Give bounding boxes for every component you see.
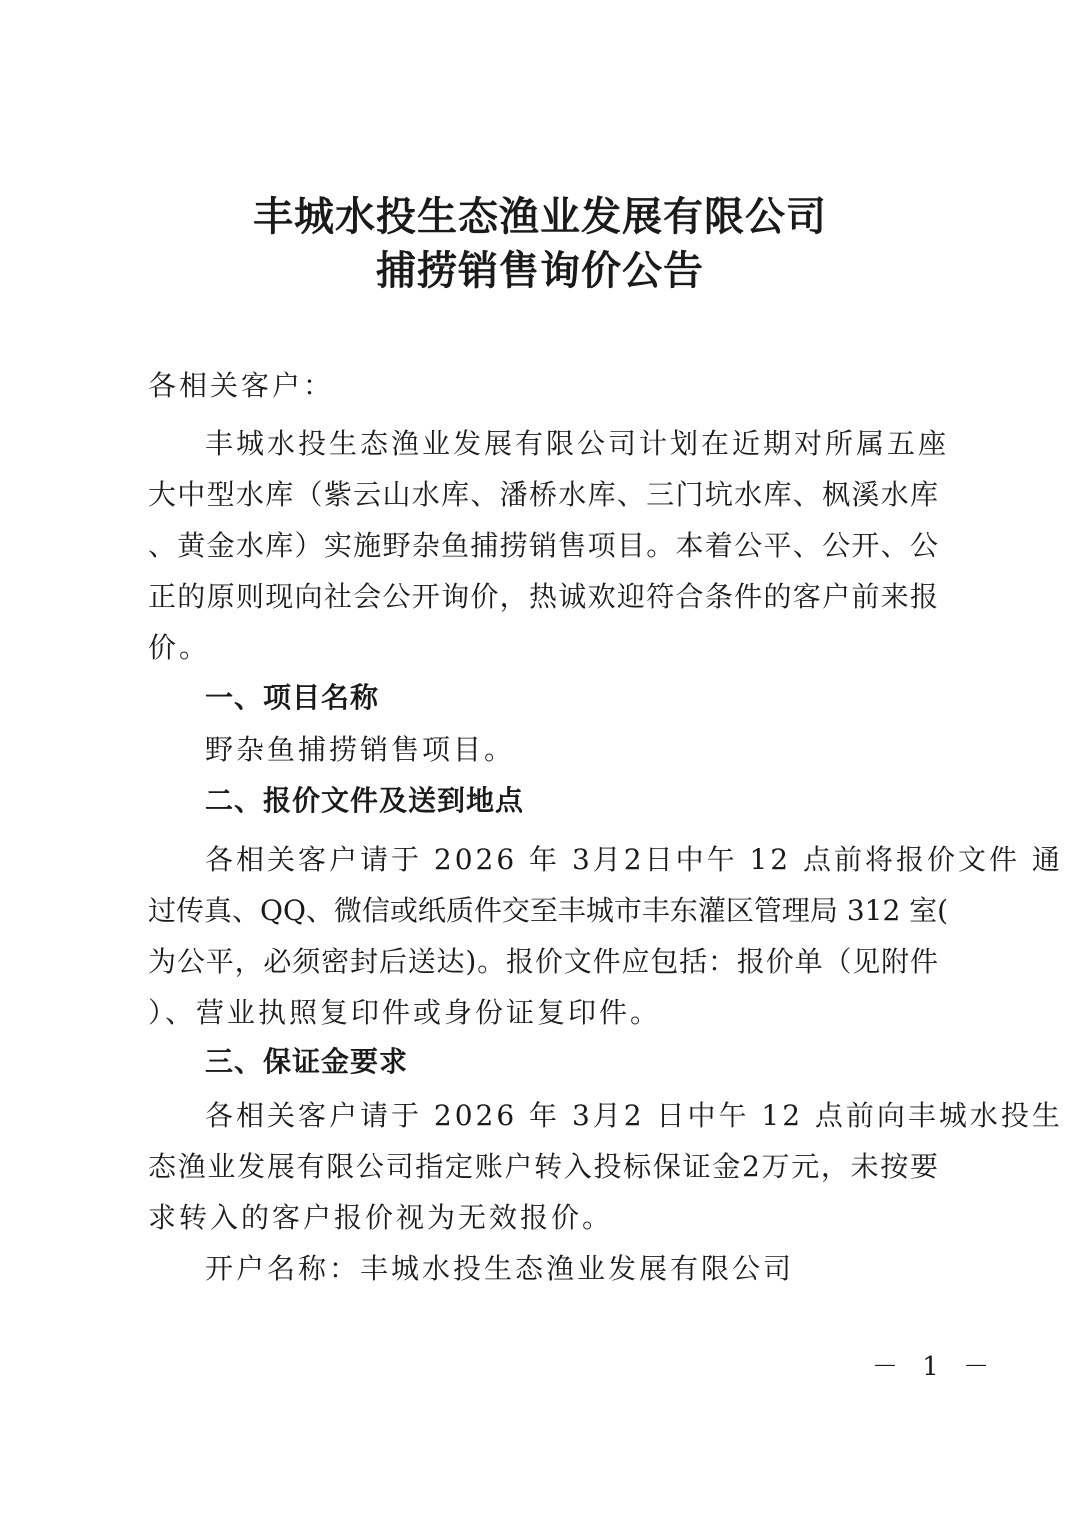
- section2-line-4: ）、营业执照复印件或身份证复印件。: [148, 996, 662, 1029]
- page-number: － 1 －: [872, 1352, 998, 1382]
- intro-line-4: 正的原则现向社会公开询价，热诚欢迎符合条件的客户前来报: [148, 580, 938, 613]
- section2-line-3: 为公平，必须密封后送达)。报价文件应包括：报价单（见附件: [148, 945, 938, 978]
- section3-heading: 三、保证金要求: [205, 1045, 409, 1078]
- intro-line-5: 价。: [148, 631, 211, 664]
- section2-line-2: 过传真、QQ、微信或纸质件交至丰城市丰东灌区管理局 312 室(: [148, 894, 949, 927]
- section3-line-3: 求转入的客户报价视为无效报价。: [148, 1201, 614, 1234]
- document-title-line1: 丰城水投生态渔业发展有限公司: [253, 193, 827, 240]
- section3-line-2: 态渔业发展有限公司指定账户转入投标保证金2万元，未按要: [148, 1150, 938, 1183]
- intro-line-1: 丰城水投生态渔业发展有限公司计划在近期对所属五座: [205, 427, 950, 460]
- intro-line-2: 大中型水库（紫云山水库、潘桥水库、三门坑水库、枫溪水库: [148, 478, 938, 511]
- section1-body: 野杂鱼捕捞销售项目。: [205, 733, 516, 766]
- section2-heading: 二、报价文件及送到地点: [205, 784, 525, 817]
- document-title-line2: 捕捞销售询价公告: [376, 247, 704, 294]
- salutation: 各相关客户：: [148, 369, 335, 402]
- intro-line-3: 、黄金水库）实施野杂鱼捕捞销售项目。本着公平、公开、公: [148, 529, 938, 562]
- section1-heading: 一、项目名称: [205, 681, 380, 714]
- section3-line-1: 各相关客户请于 2026 年 3月2 日中午 12 点前向丰城水投生: [205, 1099, 1063, 1132]
- section2-line-1: 各相关客户请于 2026 年 3月2日中午 12 点前将报价文件 通: [205, 843, 1063, 876]
- account-name-line: 开户名称：丰城水投生态渔业发展有限公司: [205, 1252, 795, 1285]
